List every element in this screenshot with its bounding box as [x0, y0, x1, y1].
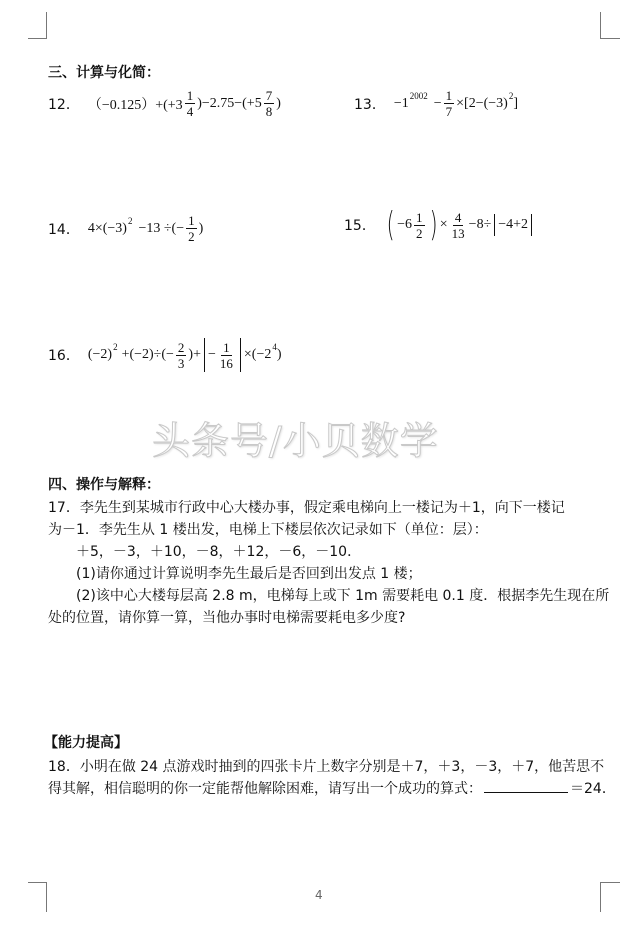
problem-15-right-paren: ) — [429, 205, 438, 245]
problem-12-part-c: ) — [276, 95, 281, 111]
problem-15-abs-bar-left — [494, 214, 495, 236]
problem-15-abs-inner: −4+2 — [498, 217, 529, 232]
fraction-denominator: 2 — [416, 225, 423, 241]
problem-13 — [354, 88, 518, 119]
problem-17-line-6: 处的位置，请你算一算，当他办事时电梯需要耗电多少度? — [48, 610, 406, 626]
problem-15-fraction-2 — [450, 210, 467, 241]
crop-mark-top-right-h — [600, 38, 620, 39]
problem-13-exponent: 2002 — [409, 90, 428, 101]
problem-12-fraction-2 — [264, 88, 275, 119]
problem-14-fraction — [186, 213, 197, 244]
fraction-denominator: 3 — [177, 355, 185, 371]
section-3-title: 三、计算与化简： — [48, 65, 160, 81]
fraction-numerator: 1 — [445, 88, 453, 103]
problem-14 — [48, 213, 203, 244]
fraction-denominator: 13 — [451, 225, 465, 241]
problem-13-part-b: − — [433, 95, 442, 111]
problem-16-part-d: ×(−2 — [243, 347, 272, 362]
problem-14-part-c: ) — [198, 220, 204, 236]
fraction-denominator: 2 — [188, 229, 195, 244]
problem-13-label: 13． — [354, 96, 386, 113]
problem-14-part-b: −13 ÷(− — [138, 220, 185, 236]
fraction-numerator: 7 — [265, 88, 273, 103]
ability-title: 【能力提高】 — [44, 735, 128, 751]
problem-16-part-b: +(−2)÷(− — [121, 347, 174, 362]
crop-mark-bottom-right-v — [600, 882, 601, 912]
problem-15-label: 15． — [344, 218, 376, 234]
problem-16-abs-bar-right — [240, 338, 241, 372]
problem-16-abs-bar-left — [204, 338, 205, 372]
crop-mark-bottom-left-h — [28, 882, 47, 883]
problem-16-fraction-2 — [218, 340, 235, 371]
crop-mark-top-left-v — [46, 12, 47, 38]
fraction-numerator: 4 — [454, 209, 462, 225]
problem-17-line-2: 为－1．李先生从 1 楼出发，电梯上下楼层依次记录如下（单位：层）： — [48, 522, 488, 538]
page-number: 4 — [315, 888, 323, 902]
crop-mark-top-left-h — [28, 38, 47, 39]
problem-16-part-c: )+ — [188, 347, 201, 362]
fraction-numerator: 2 — [177, 339, 185, 355]
problem-16 — [48, 338, 282, 372]
problem-13-fraction — [444, 88, 455, 119]
problem-17-line-1: 17．李先生到某城市行政中心大楼办事，假定乘电梯向上一楼记为＋1，向下一楼记 — [48, 500, 565, 516]
problem-16-exponent-2: 4 — [272, 342, 277, 352]
problem-16-part-a: (−2) — [87, 347, 113, 362]
answer-blank[interactable] — [484, 780, 568, 793]
crop-mark-top-right-v — [600, 12, 601, 38]
problem-15-whole: −6 — [397, 217, 412, 232]
problem-18-line-1: 18．小明在做 24 点游戏时抽到的四张卡片上数字分别是＋7，＋3，－3，＋7，他苦思不 — [48, 759, 605, 775]
problem-12-label: 12． — [48, 96, 80, 113]
fraction-denominator: 4 — [186, 104, 194, 119]
fraction-denominator: 7 — [445, 104, 453, 119]
problem-13-part-a: −1 — [393, 95, 409, 111]
fraction-numerator: 1 — [186, 88, 194, 103]
problem-13-part-c: ×[2−(−3) — [456, 95, 508, 111]
problem-13-part-d: ] — [513, 95, 518, 111]
problem-12-part-b: )−2.75−(+5 — [197, 95, 262, 111]
problem-15 — [344, 205, 535, 245]
problem-15-left-paren: ( — [386, 205, 395, 245]
fraction-denominator: 16 — [219, 355, 233, 371]
section-4-title: 四、操作与解释： — [48, 477, 160, 493]
problem-15-fraction-1 — [414, 210, 425, 241]
problem-15-abs-bar-right — [531, 214, 532, 236]
problem-17-line-3: ＋5，－3，＋10，－8，＋12，－6，－10． — [76, 544, 362, 560]
fraction-numerator: 1 — [188, 213, 195, 228]
problem-18-line-2-text: 得其解，相信聪明的你一定能帮他解除困难，请写出一个成功的算式： — [48, 781, 482, 797]
problem-18-line-2-end: ＝24． — [570, 781, 616, 797]
fraction-denominator: 8 — [265, 104, 273, 119]
watermark-text: 头条号/小贝数学 — [152, 419, 439, 463]
problem-16-abs-inner: − — [207, 347, 216, 362]
fraction-numerator: 1 — [416, 209, 423, 225]
problem-14-label: 14． — [48, 221, 80, 238]
problem-14-exponent: 2 — [127, 215, 133, 226]
problem-16-part-e: ) — [276, 347, 282, 362]
fraction-numerator: 1 — [223, 339, 230, 355]
crop-mark-bottom-left-v — [46, 882, 47, 912]
crop-mark-bottom-right-h — [600, 882, 620, 883]
problem-16-exponent: 2 — [113, 342, 118, 352]
problem-15-multiply: × — [439, 217, 448, 232]
problem-16-label: 16． — [48, 348, 80, 364]
problem-15-part-b: −8÷ — [468, 217, 492, 232]
problem-18-line-2 — [48, 778, 616, 798]
problem-13-exponent-2: 2 — [508, 90, 514, 101]
problem-17-line-4: (1)请你通过计算说明李先生最后是否回到出发点 1 楼； — [76, 566, 422, 582]
problem-12-fraction-1 — [185, 88, 196, 119]
problem-12 — [48, 88, 281, 119]
problem-12-part-a: （−0.125）+(+3 — [87, 97, 183, 113]
problem-17-line-5: (2)该中心大楼每层高 2.8 m，电梯每上或下 1m 需要耗电 0.1 度．根据李先生现在所 — [76, 588, 610, 604]
problem-14-part-a: 4×(−3) — [87, 220, 127, 236]
problem-16-fraction-1 — [176, 340, 187, 371]
